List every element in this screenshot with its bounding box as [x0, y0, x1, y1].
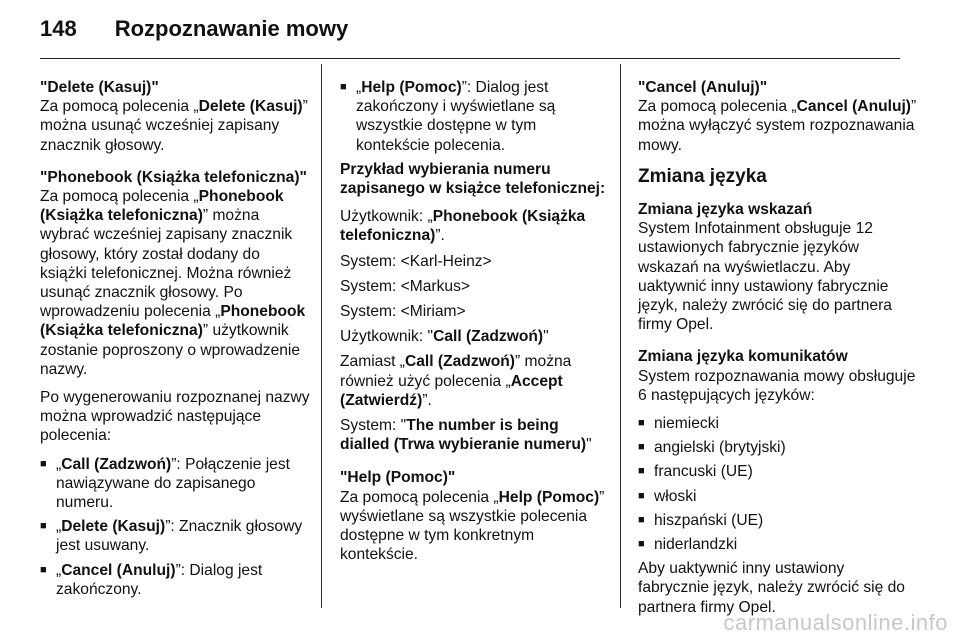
column-2: [340, 78, 610, 573]
help-bullet-list: [340, 78, 610, 155]
user-line-1: Użytkownik: „Phonebook (Książka telefoniczna)”.: [340, 208, 586, 245]
system-line-3: System: <Miriam>: [340, 303, 466, 321]
phonebook-heading: "Phonebook (Książka telefoniczna)": [40, 168, 307, 186]
column-divider-2: [620, 64, 621, 608]
language-list: [638, 414, 918, 554]
example-heading: Przykład wybierania numeru zapisanego w książce telefonicznej:: [340, 160, 606, 198]
command-list: [40, 455, 310, 599]
list-item: ■ niderlandzki: [638, 535, 918, 554]
phonebook-paragraph: Za pomocą polecenia „Phonebook (Książka telefoniczna)” można wybrać wcześniej zapisany znacznik głosowy, który został dodany do książki telefonicznej. Można również usunąć znacznik głosowy. Po wprowadzeniu polecenia „Phonebook (Książka telefoniczna)” użytkownik zostanie poproszony o wprowadzenie nazwy.: [40, 188, 306, 378]
system-line-1: System: <Karl-Heinz>: [340, 252, 492, 270]
display-language-paragraph: System Infotainment obsługuje 12 ustawionych fabrycznie języków wskazań na wyświetlaczu. Aby uaktywnić inny ustawiony fabrycznie język, należy zwrócić się do partnera firmy Opel.: [638, 220, 892, 334]
cancel-paragraph: Za pomocą polecenia „Cancel (Anuluj)” można wyłączyć system rozpoznawania mowy.: [638, 98, 917, 154]
message-language-paragraph: System rozpoznawania mowy obsługuje 6 następujących języków:: [638, 367, 916, 404]
display-language-heading: Zmiana języka wskazań: [638, 201, 813, 219]
message-language-heading: Zmiana języka komunikatów: [638, 348, 848, 366]
delete-heading: "Delete (Kasuj)": [40, 79, 159, 96]
list-item: ■ „Cancel (Anuluj)”: Dialog jest zakończony.: [40, 561, 310, 599]
list-item: ■ „Delete (Kasuj)”: Znacznik głosowy jest usuwany.: [40, 517, 310, 555]
delete-command: Delete (Kasuj): [198, 98, 303, 116]
system-line-4: System: "The number is being dialled (Trwa wybieranie numeru)": [340, 417, 592, 454]
delete-paragraph: Za pomocą polecenia „Delete (Kasuj)” można usunąć wcześniej zapisany znacznik głosowy.: [40, 98, 308, 154]
list-item: ■ niemiecki: [638, 414, 918, 433]
column-3: [638, 78, 918, 626]
system-line-2: System: <Markus>: [340, 277, 470, 295]
user-line-2: Użytkownik: "Call (Zadzwoń)": [340, 328, 549, 346]
column-1: [40, 78, 310, 604]
final-paragraph: Aby uaktywnić inny ustawiony fabrycznie język, należy zwrócić się do partnera firmy Opel.: [638, 560, 905, 616]
cancel-heading: "Cancel (Anuluj)": [638, 79, 768, 96]
phonebook-command-2: Phonebook (Książka telefoniczna): [40, 303, 306, 340]
column-divider-1: [321, 64, 322, 608]
section-title: Zmiana języka: [638, 165, 767, 187]
help-heading: "Help (Pomoc)": [340, 469, 456, 487]
help-paragraph: Za pomocą polecenia „Help (Pomoc)” wyświetlane są wszystkie polecenia dostępne w tym konkretnym kontekście.: [340, 488, 605, 564]
after-recognition-paragraph: Po wygenerowaniu rozpoznanej nazwy można wprowadzić następujące polecenia:: [40, 389, 310, 445]
page-number: 148: [40, 16, 77, 41]
instead-paragraph: Zamiast „Call (Zadzwoń)” można również użyć polecenia „Accept (Zatwierdź)”.: [340, 353, 572, 409]
page-header: [40, 16, 348, 52]
list-item: ■ „Help (Pomoc)”: Dialog jest zakończony i wyświetlane są wszystkie dostępne w tym kontekście polecenia.: [340, 78, 610, 155]
watermark: carmanualsonline.info: [723, 610, 948, 635]
list-item: ■ angielski (brytyjski): [638, 438, 918, 457]
list-item: ■ „Call (Zadzwoń)”: Połączenie jest nawiązywane do zapisanego numeru.: [40, 455, 310, 513]
list-item: ■ włoski: [638, 487, 918, 506]
page-title: Rozpoznawanie mowy: [114, 16, 349, 41]
list-item: ■ hiszpański (UE): [638, 511, 918, 530]
header-rule: [40, 58, 900, 59]
phonebook-command: Phonebook (Książka telefoniczna): [40, 188, 284, 225]
list-item: ■ francuski (UE): [638, 462, 918, 481]
